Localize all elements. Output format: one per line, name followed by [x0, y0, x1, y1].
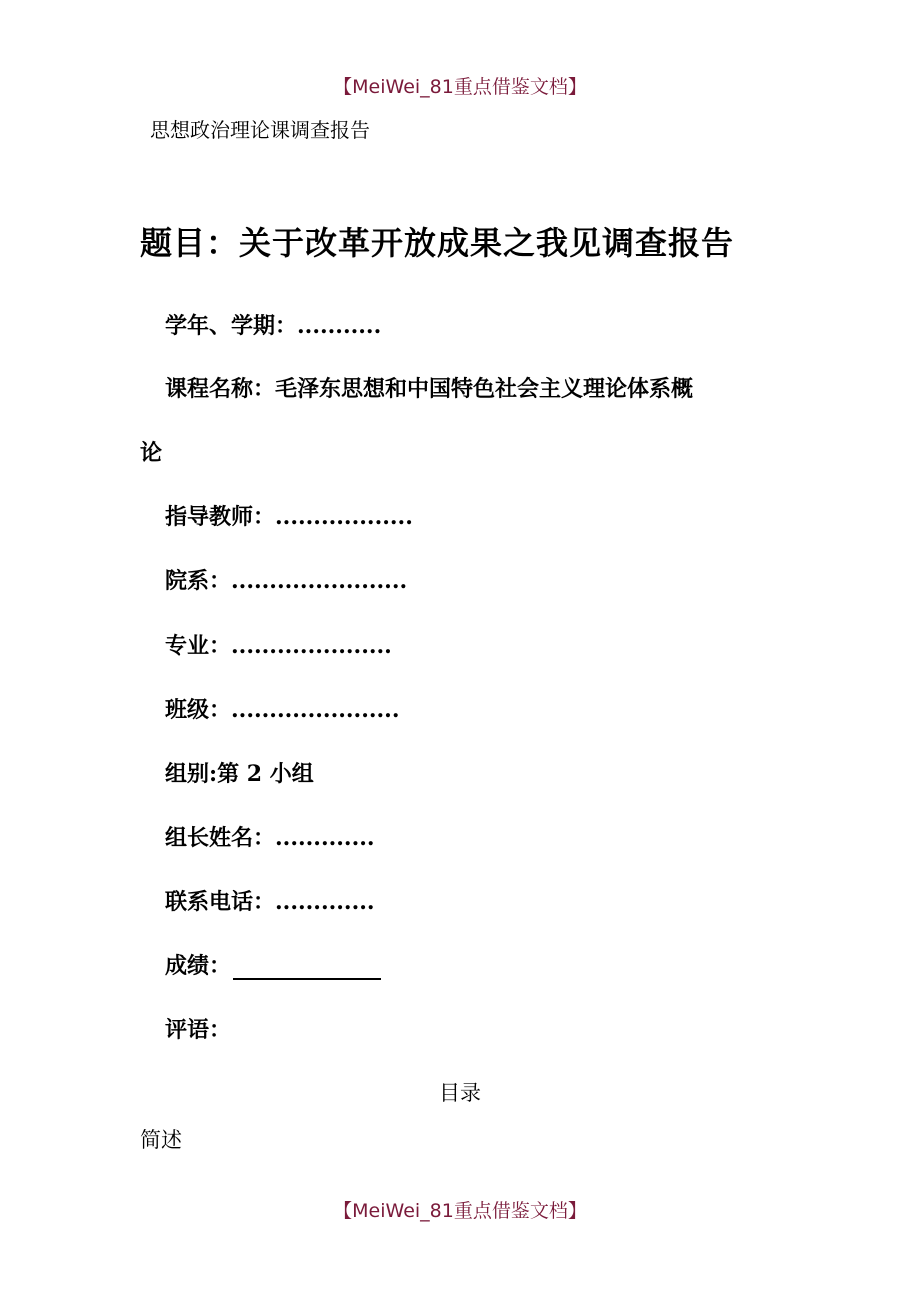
- field-group-leader: 组长姓名：.............: [165, 825, 375, 851]
- field-year-term: 学年、学期：...........: [165, 313, 382, 339]
- field-group: 组别:第 2 小组: [165, 761, 314, 787]
- field-comment: 评语：: [165, 1017, 232, 1043]
- report-subject: 思想政治理论课调查报告: [150, 118, 370, 142]
- field-grade: [165, 949, 381, 980]
- grade-blank-line: [233, 952, 381, 980]
- grade-label: 成绩：: [165, 953, 232, 979]
- field-course-name: 课程名称：毛泽东思想和中国特色社会主义理论体系概: [165, 376, 694, 402]
- footer-banner: 【MeiWei_81重点借鉴文档】: [333, 1200, 587, 1222]
- field-department: 院系：.......................: [165, 568, 408, 594]
- header-banner: 【MeiWei_81重点借鉴文档】: [333, 76, 587, 98]
- toc-title: 目录: [439, 1081, 481, 1105]
- report-title: 题目：关于改革开放成果之我见调查报告: [140, 224, 735, 262]
- toc-item: 简述: [140, 1128, 182, 1152]
- field-course-name-continued: 论: [140, 440, 163, 466]
- field-phone: 联系电话：.............: [165, 889, 375, 915]
- field-major: 专业：.....................: [165, 633, 392, 659]
- field-class: 班级：......................: [165, 697, 400, 723]
- field-teacher: 指导教师：..................: [165, 504, 413, 530]
